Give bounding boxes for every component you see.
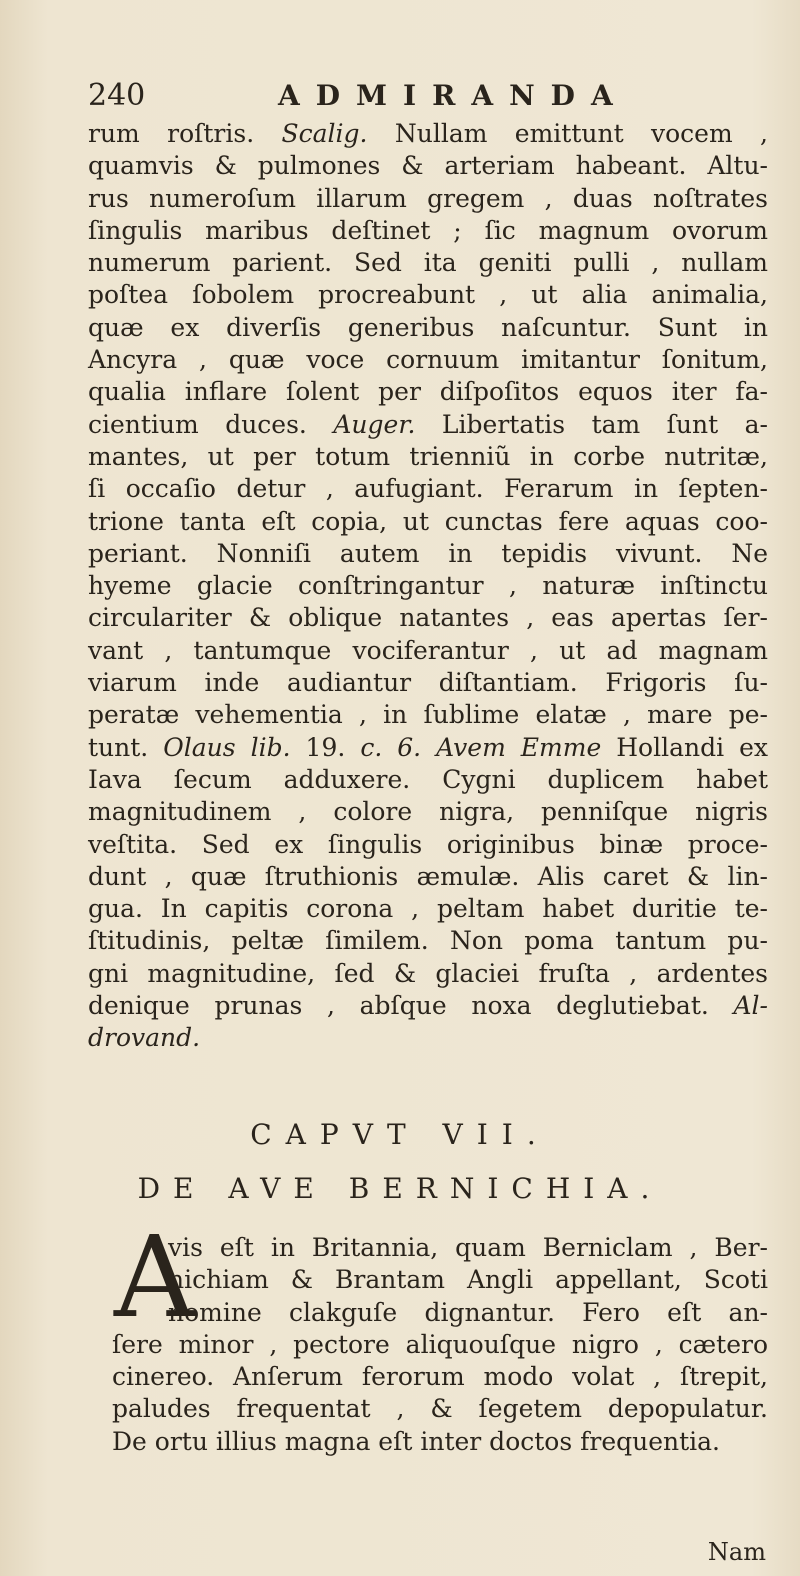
text-run: nichiam & Brantam Angli appellant, Scoti	[168, 1265, 768, 1295]
text-run: veſtita. Sed ex ſingulis originibus binæ proce-	[88, 829, 768, 859]
main-paragraph	[88, 118, 768, 1055]
citation: Al-	[733, 991, 768, 1021]
text-run: viarum inde audiantur diſtantiam. Frigoris ſu-	[88, 668, 768, 698]
text-line	[88, 1022, 768, 1054]
text-run: circulariter & oblique natantes , eas apertas ſer-	[88, 603, 768, 633]
text-line	[88, 732, 768, 764]
text-line	[88, 247, 768, 279]
text-run: rus numeroſum illarum gregem , duas noſtrates	[88, 183, 768, 213]
citation: Olaus lib.	[163, 732, 291, 762]
text-run: Iava ſecum adduxere. Cygni duplicem habet	[88, 764, 768, 794]
text-run: dunt , quæ ſtruthionis æmulæ. Alis caret & lin-	[88, 861, 768, 891]
text-run: vis eſt in Britannia, quam Berniclam , Ber-	[168, 1233, 768, 1262]
text-line	[88, 829, 768, 861]
text-run: poſtea ſobolem procreabunt , ut alia animalia,	[88, 280, 768, 310]
text-run: ſingulis maribus deſtinet ; ſic magnum ovorum	[88, 215, 768, 245]
running-head: ADMIRANDA	[278, 79, 629, 112]
text-run: gua. In capitis corona , peltam habet duritie te-	[88, 894, 768, 924]
text-run: cientium duces.	[88, 409, 334, 439]
text-line	[88, 667, 768, 699]
catchword: Nam	[707, 1538, 766, 1566]
text-run: ſi occaſio detur , aufugiant. Ferarum in ſepten-	[88, 474, 768, 504]
text-run: tunt.	[88, 732, 164, 762]
text-line	[88, 279, 768, 311]
text-run: rum roſtris.	[88, 119, 282, 148]
text-line	[112, 1393, 768, 1425]
text-run: quamvis & pulmones & arteriam habeant. Altu-	[88, 151, 768, 181]
text-line	[88, 602, 768, 634]
text-run: denique prunas , abſque noxa deglutiebat.	[88, 991, 734, 1021]
page-number: 240	[88, 78, 146, 113]
text-line	[88, 441, 768, 473]
text-run: ſere minor , pectore aliquouſque nigro , cætero	[112, 1329, 768, 1359]
text-line	[112, 1264, 768, 1296]
text-run: mantes, ut per totum trienniũ in corbe nutritæ,	[88, 441, 768, 471]
text-line	[88, 473, 768, 505]
text-run: hyeme glacie conſtringantur , naturæ inſtinctu	[88, 571, 768, 601]
text-line	[88, 570, 768, 602]
text-line	[88, 635, 768, 667]
text-run: trione tanta eſt copia, ut cunctas fere aquas coo-	[88, 506, 768, 536]
chapter-title: CAPVT VII.	[250, 1118, 550, 1151]
text-line	[88, 215, 768, 247]
text-run: Hollandi ex	[601, 732, 769, 762]
text-line	[88, 925, 768, 957]
text-line	[112, 1232, 768, 1264]
text-run: De ortu illius magna eſt inter doctos frequentia.	[112, 1426, 721, 1456]
citation: drovand.	[88, 1023, 201, 1053]
text-run: ſtitudinis, peltæ ſimilem. Non poma tantum pu-	[88, 926, 768, 956]
citation: Auger.	[333, 409, 416, 439]
text-line	[88, 861, 768, 893]
text-line	[88, 376, 768, 408]
text-run: vant , tantumque vociferantur , ut ad magnam	[88, 635, 768, 665]
text-line	[88, 150, 768, 182]
text-run: gni magnitudine, ſed & glaciei fruſta , ardentes	[88, 958, 768, 988]
text-line	[112, 1297, 768, 1329]
citation: Scalig.	[281, 119, 368, 148]
text-run: 19.	[290, 732, 361, 762]
text-line	[112, 1426, 768, 1458]
text-line	[88, 990, 768, 1022]
text-line	[112, 1329, 768, 1361]
text-run: numerum parient. Sed ita geniti pulli , nullam	[88, 248, 768, 278]
text-run: Libertatis tam ſunt a-	[415, 409, 768, 439]
text-run: peratæ vehementia , in ſublime elatæ , mare pe-	[88, 700, 768, 730]
text-line	[88, 538, 768, 570]
text-run: Nullam emittunt vocem ,	[367, 119, 768, 148]
text-line	[88, 183, 768, 215]
text-run: periant. Nonniſi autem in tepidis vivunt. Ne	[88, 538, 768, 568]
page-header	[88, 76, 728, 116]
drop-cap: A	[114, 1213, 195, 1343]
text-line	[112, 1361, 768, 1393]
text-run: quæ ex diverſis generibus naſcuntur. Sunt in	[88, 312, 768, 342]
text-run: Ancyra , quæ voce cornuum imitantur ſonitum,	[88, 345, 768, 375]
citation: c. 6. Avem Emme	[360, 732, 602, 762]
text-line	[88, 764, 768, 796]
text-run: magnitudinem , colore nigra, penniſque nigris	[88, 797, 768, 827]
text-line	[88, 893, 768, 925]
text-line	[88, 312, 768, 344]
chapter-paragraph	[112, 1213, 768, 1458]
chapter-subtitle: DE AVE BERNICHIA.	[137, 1172, 663, 1205]
text-line	[88, 958, 768, 990]
text-run: qualia inflare ſolent per diſpoſitos equos iter fa-	[88, 377, 768, 407]
text-run: cinereo. Anſerum ferorum modo volat , ſtrepit,	[112, 1362, 768, 1392]
text-line	[88, 796, 768, 828]
text-line	[88, 506, 768, 538]
text-line	[88, 409, 768, 441]
text-run: paludes frequentat , & ſegetem depopulatur.	[112, 1394, 768, 1424]
text-run: nomine clakguſe dignantur. Fero eſt an-	[168, 1297, 768, 1327]
text-line	[88, 118, 768, 150]
text-line	[88, 699, 768, 731]
text-line	[88, 344, 768, 376]
